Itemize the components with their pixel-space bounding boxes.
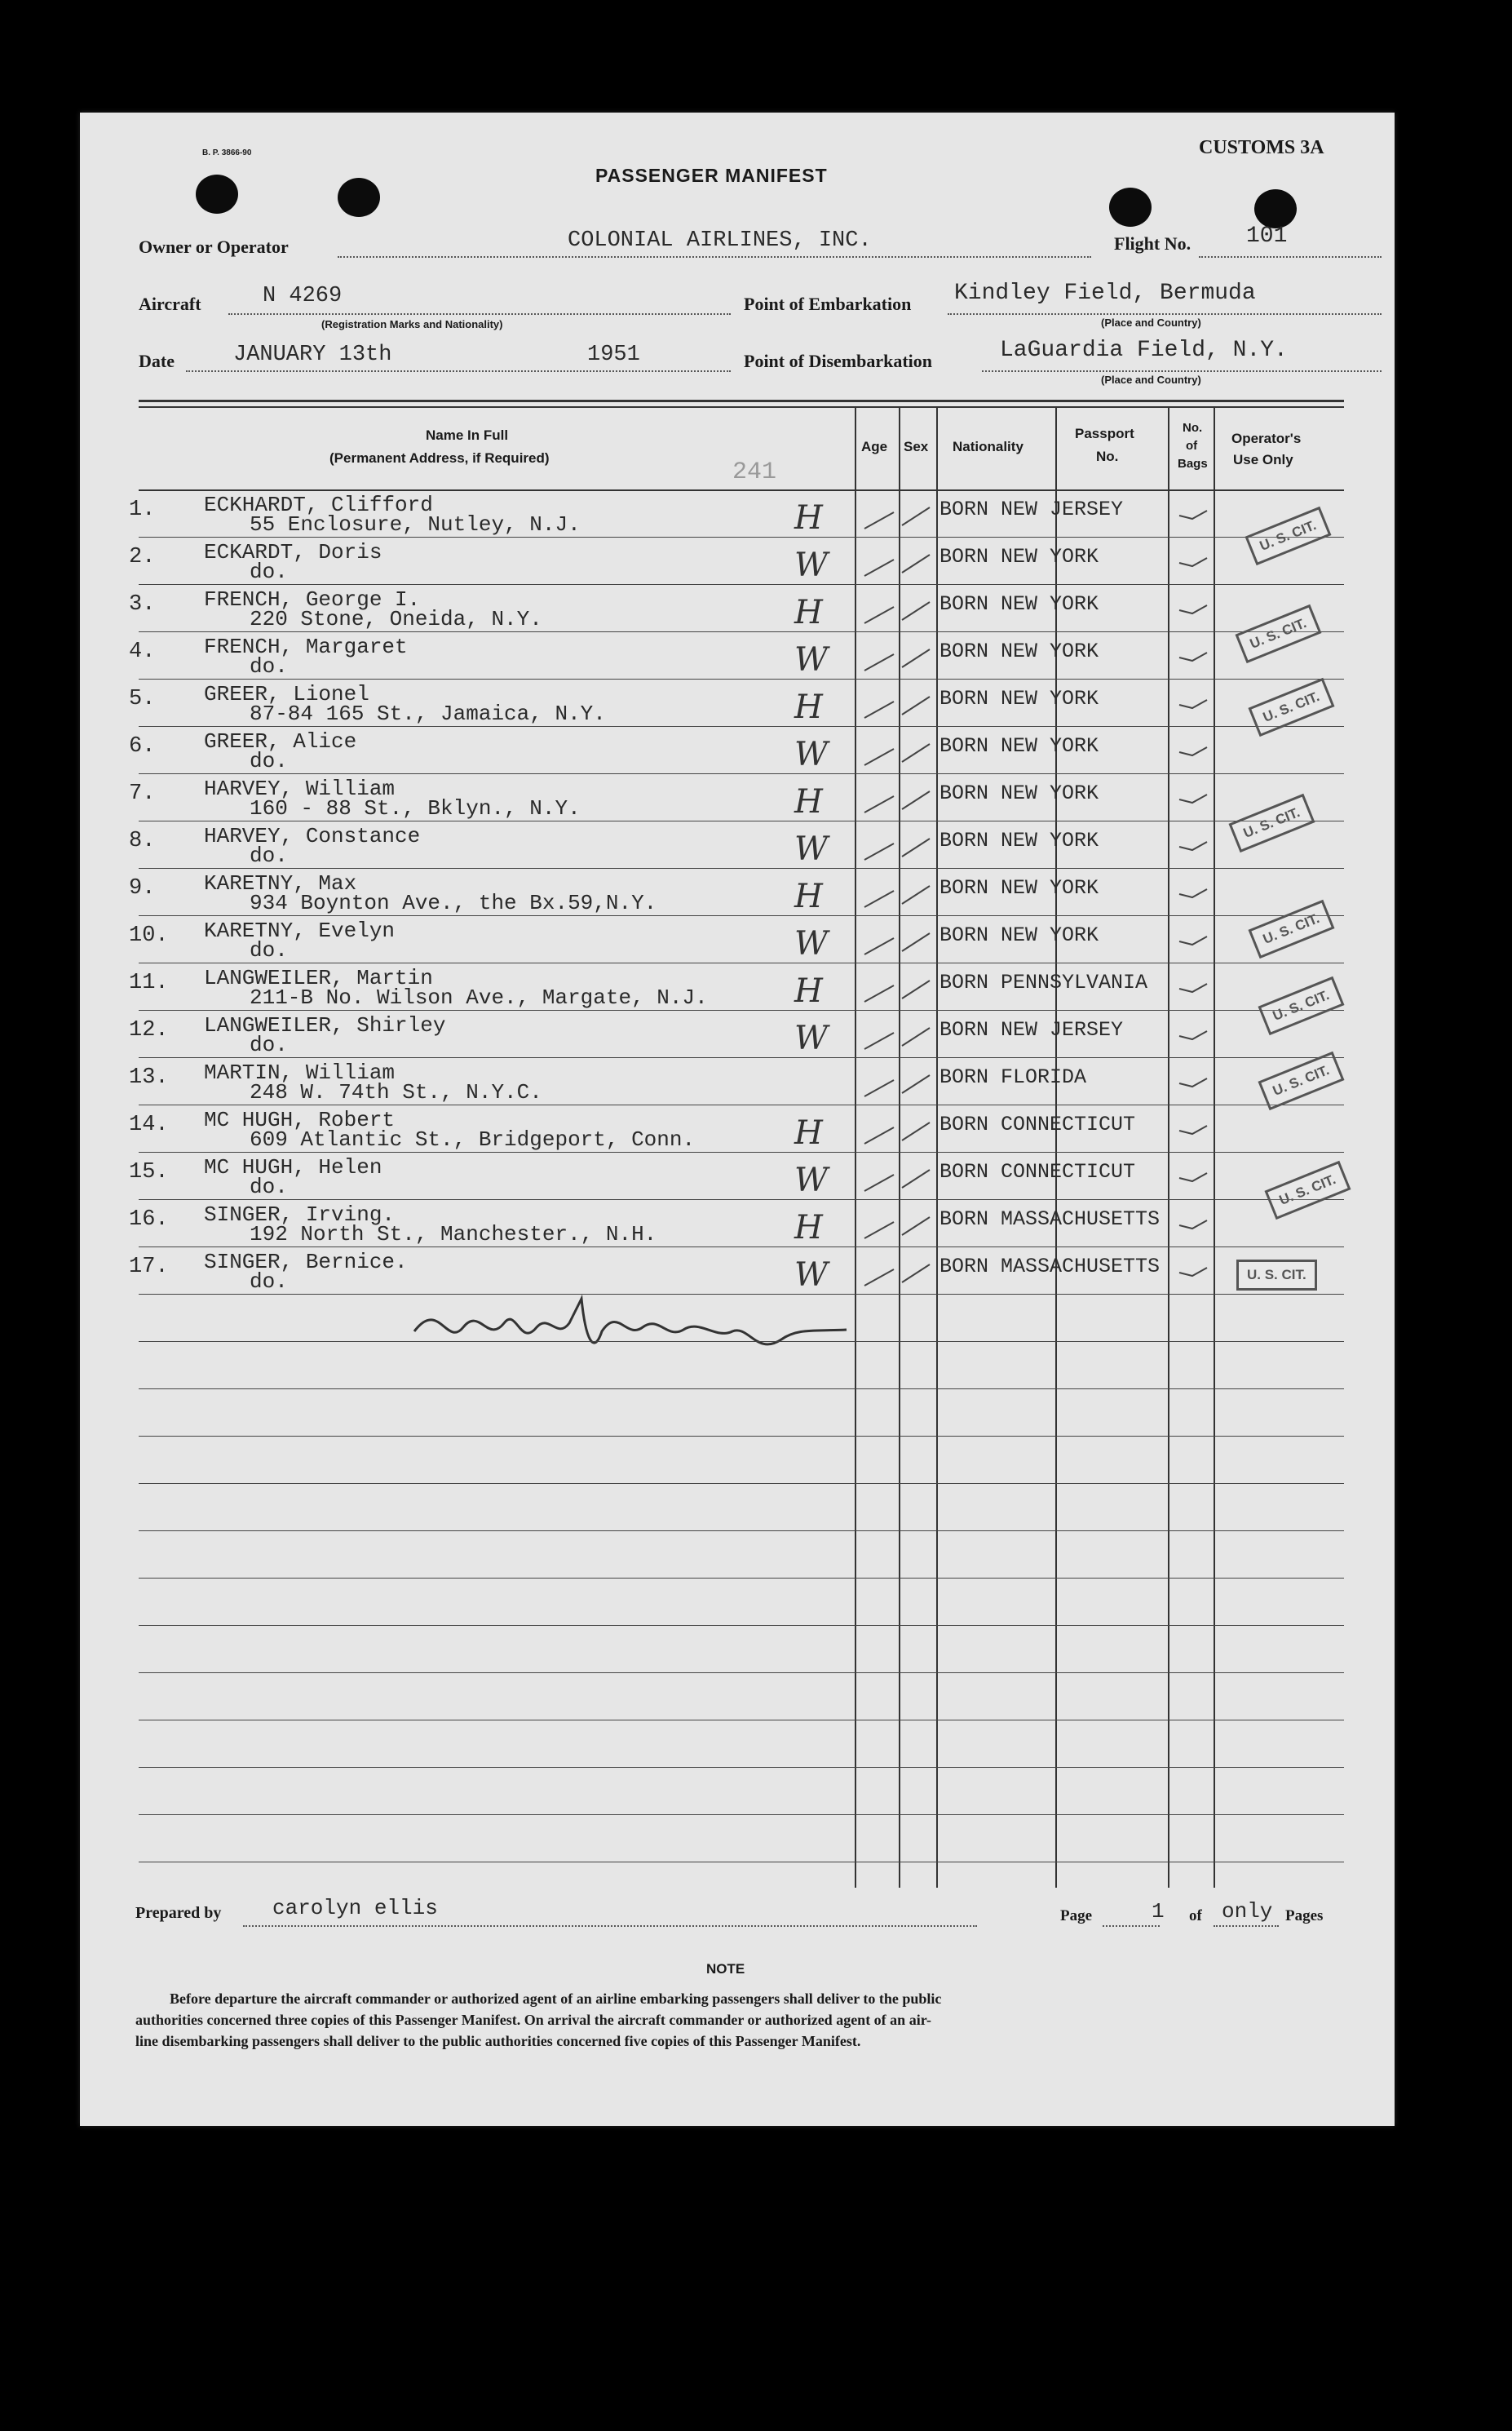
passenger-address: 934 Boynton Ave., the Bx.59,N.Y. (250, 891, 657, 915)
bags-check-mark (1174, 1118, 1215, 1142)
year-value: 1951 (587, 343, 640, 367)
passenger-nationality: BORN NEW JERSEY (939, 1018, 1124, 1042)
col-operator-1: Operator's (1231, 431, 1302, 446)
passenger-name: ECKHARDT, Clifford (204, 493, 433, 517)
ruled-line (139, 1436, 1344, 1437)
us-citizen-stamp: U. S. CIT. (1258, 1052, 1344, 1110)
disembark-label: Point of Disembarkation (744, 351, 932, 371)
ruled-line (139, 1814, 1344, 1815)
owner-label: Owner or Operator (139, 237, 289, 257)
row-number: 10. (129, 923, 169, 948)
passenger-name: HARVEY, Constance (204, 824, 421, 848)
row-number: 2. (129, 545, 156, 569)
row-number: 17. (129, 1255, 169, 1279)
passenger-sex: H (794, 1114, 823, 1152)
ruled-line (139, 1530, 1344, 1531)
page-label: Page (1060, 1907, 1093, 1924)
form-title: PASSENGER MANIFEST (595, 165, 828, 186)
ruled-line (139, 631, 1344, 632)
passenger-address: 55 Enclosure, Nutley, N.J. (250, 512, 581, 537)
passenger-address: do. (250, 560, 288, 584)
note-line-3: line disembarking passengers shall deliver to the public authorities concerned five copies of this Passenger Manifest. (135, 2033, 861, 2049)
passenger-nationality: BORN NEW YORK (939, 782, 1099, 805)
row-number: 13. (129, 1065, 169, 1090)
form-number: B. P. 3866-90 (202, 148, 252, 157)
ruled-line (139, 1388, 1344, 1389)
us-citizen-stamp: U. S. CIT. (1248, 678, 1334, 737)
punch-hole (1254, 189, 1297, 228)
row-number: 11. (129, 971, 169, 995)
ruled-line (139, 1057, 1344, 1058)
passenger-address: 248 W. 74th St., N.Y.C. (250, 1080, 542, 1105)
passenger-nationality: BORN NEW YORK (939, 734, 1099, 758)
row-number: 12. (129, 1018, 169, 1043)
age-check-mark (861, 501, 935, 534)
ruled-line (139, 1010, 1344, 1011)
embark-label: Point of Embarkation (744, 294, 912, 314)
row-number: 5. (129, 687, 156, 711)
ruled-line (139, 773, 1344, 774)
bags-check-mark (1174, 550, 1215, 574)
punch-hole (338, 178, 380, 217)
row-number: 16. (129, 1207, 169, 1232)
passenger-sex: W (794, 1020, 829, 1057)
age-check-mark (861, 548, 935, 581)
passenger-name: MC HUGH, Helen (204, 1155, 382, 1180)
us-citizen-stamp: U. S. CIT. (1264, 1161, 1351, 1220)
passenger-sex: H (794, 594, 823, 631)
passenger-sex: W (794, 736, 829, 773)
passenger-sex: H (794, 783, 823, 821)
bags-check-mark (1174, 1260, 1215, 1284)
of-label: of (1189, 1907, 1202, 1924)
aircraft-sub: (Registration Marks and Nationality) (321, 318, 503, 330)
bags-check-mark (1174, 1165, 1215, 1189)
row-number: 4. (129, 640, 156, 664)
embark-sub: (Place and Country) (1101, 317, 1201, 329)
passenger-address: do. (250, 1033, 288, 1057)
row-number: 3. (129, 592, 156, 617)
passenger-nationality: BORN NEW YORK (939, 829, 1099, 852)
ruled-line (139, 584, 1344, 585)
disembark-sub: (Place and Country) (1101, 374, 1201, 386)
passenger-nationality: BORN MASSACHUSETTS (939, 1207, 1161, 1231)
us-citizen-stamp: U. S. CIT. (1236, 1260, 1317, 1291)
col-age: Age (861, 439, 888, 454)
passenger-name: LANGWEILER, Shirley (204, 1013, 446, 1038)
flight-label: Flight No. (1114, 233, 1191, 254)
passenger-name: ECKARDT, Doris (204, 540, 382, 565)
ruled-line (139, 1672, 1344, 1673)
col-passport-1: Passport (1075, 426, 1134, 441)
col-bags-3: Bags (1178, 457, 1208, 471)
signature (406, 1282, 928, 1372)
bags-check-mark (1174, 1212, 1215, 1237)
age-check-mark (861, 785, 935, 817)
row-number: 6. (129, 734, 156, 759)
passenger-address: do. (250, 654, 288, 679)
passenger-sex: W (794, 641, 829, 679)
age-check-mark (861, 1021, 935, 1054)
age-check-mark (861, 596, 935, 628)
age-check-mark (861, 879, 935, 912)
owner-value: COLONIAL AIRLINES, INC. (568, 228, 872, 253)
bags-check-mark (1174, 928, 1215, 953)
note-line-2: authorities concerned three copies of this Passenger Manifest. On arrival the aircraft commander or authorized agent of an air- (135, 2012, 932, 2028)
col-nationality: Nationality (953, 439, 1023, 454)
passenger-address: 160 - 88 St., Bklyn., N.Y. (250, 796, 581, 821)
passenger-nationality: BORN NEW YORK (939, 640, 1099, 663)
of-value: only (1222, 1899, 1273, 1924)
bags-check-mark (1174, 786, 1215, 811)
passenger-sex: W (794, 1162, 829, 1199)
punch-hole (196, 175, 238, 214)
ruled-line (139, 1578, 1344, 1579)
disembark-value: LaGuardia Field, N.Y. (1000, 338, 1288, 363)
col-bags-2: of (1186, 439, 1198, 453)
bags-check-mark (1174, 644, 1215, 669)
passenger-name: FRENCH, Margaret (204, 635, 408, 659)
passenger-nationality: BORN NEW JERSEY (939, 498, 1124, 521)
passenger-nationality: BORN NEW YORK (939, 687, 1099, 711)
passenger-address: do. (250, 749, 288, 773)
ruled-line (139, 1294, 1344, 1295)
col-bags-1: No. (1183, 421, 1203, 435)
passenger-address: 192 North St., Manchester., N.H. (250, 1222, 657, 1246)
passenger-name: GREER, Alice (204, 729, 357, 754)
passenger-address: do. (250, 1269, 288, 1294)
bags-check-mark (1174, 1070, 1215, 1095)
passenger-nationality: BORN NEW YORK (939, 923, 1099, 947)
passenger-sex: H (794, 499, 823, 537)
row-number: 14. (129, 1113, 169, 1137)
ruled-line (139, 726, 1344, 727)
page-value: 1 (1152, 1899, 1165, 1924)
age-check-mark (861, 1211, 935, 1243)
us-citizen-stamp: U. S. CIT. (1228, 794, 1315, 852)
us-citizen-stamp: U. S. CIT. (1235, 604, 1321, 663)
passenger-sex: H (794, 689, 823, 726)
ruled-line (139, 915, 1344, 916)
bags-check-mark (1174, 503, 1215, 527)
ruled-line (139, 1246, 1344, 1247)
age-check-mark (861, 1116, 935, 1149)
passenger-name: HARVEY, William (204, 777, 396, 801)
us-citizen-stamp: U. S. CIT. (1248, 900, 1334, 959)
aircraft-label: Aircraft (139, 294, 201, 314)
age-check-mark (861, 1163, 935, 1196)
passenger-nationality: BORN PENNSYLVANIA (939, 971, 1148, 994)
ruled-line (139, 1199, 1344, 1200)
manifest-sheet (80, 113, 1395, 2126)
passenger-nationality: BORN CONNECTICUT (939, 1160, 1136, 1184)
ruled-line (139, 679, 1344, 680)
passenger-nationality: BORN MASSACHUSETTS (939, 1255, 1161, 1278)
passenger-sex: W (794, 1256, 829, 1294)
age-check-mark (861, 832, 935, 865)
age-check-mark (861, 643, 935, 675)
age-check-mark (861, 690, 935, 723)
us-citizen-stamp: U. S. CIT. (1258, 976, 1344, 1035)
age-check-mark (861, 1069, 935, 1101)
passenger-address: do. (250, 844, 288, 868)
age-check-mark (861, 927, 935, 959)
date-label: Date (139, 351, 175, 371)
passenger-nationality: BORN NEW YORK (939, 592, 1099, 616)
prepared-value: carolyn ellis (272, 1896, 438, 1920)
row-number: 1. (129, 498, 156, 522)
form-code: CUSTOMS 3A (1199, 137, 1324, 158)
ruled-line (139, 1767, 1344, 1768)
age-check-mark (861, 974, 935, 1007)
embark-value: Kindley Field, Bermuda (954, 281, 1256, 306)
col-name-title: Name In Full (426, 427, 509, 443)
passenger-name: MARTIN, William (204, 1061, 396, 1085)
bags-check-mark (1174, 739, 1215, 764)
col-sex: Sex (904, 439, 929, 454)
passenger-address: 609 Atlantic St., Bridgeport, Conn. (250, 1127, 696, 1152)
bags-check-mark (1174, 1023, 1215, 1047)
passenger-name: MC HUGH, Robert (204, 1108, 396, 1132)
passenger-address: do. (250, 1175, 288, 1199)
passenger-nationality: BORN NEW YORK (939, 876, 1099, 900)
passenger-name: GREER, Lionel (204, 682, 369, 706)
passenger-sex: W (794, 547, 829, 584)
passenger-name: SINGER, Bernice. (204, 1250, 408, 1274)
note-title: NOTE (706, 1961, 745, 1977)
ruled-line (139, 537, 1344, 538)
passenger-sex: W (794, 925, 829, 963)
col-passport-2: No. (1096, 449, 1119, 464)
bags-check-mark (1174, 881, 1215, 906)
ruled-line (139, 1152, 1344, 1153)
us-citizen-stamp: U. S. CIT. (1245, 507, 1331, 565)
punch-hole (1109, 188, 1152, 227)
row-number: 7. (129, 782, 156, 806)
passenger-name: KARETNY, Max (204, 871, 357, 896)
bags-check-mark (1174, 834, 1215, 858)
prepared-label: Prepared by (135, 1904, 222, 1922)
passenger-address: 220 Stone, Oneida, N.Y. (250, 607, 542, 631)
passenger-name: KARETNY, Evelyn (204, 919, 396, 943)
note-line-1: Before departure the aircraft commander or authorized agent of an airline embarking passengers shall deliver to the public (170, 1990, 942, 2007)
passenger-sex: H (794, 972, 823, 1010)
passenger-address: do. (250, 938, 288, 963)
passenger-sex: H (794, 878, 823, 915)
ruled-line (139, 868, 1344, 869)
row-number: 8. (129, 829, 156, 853)
passenger-sex: H (794, 1209, 823, 1246)
date-value: JANUARY 13th (233, 343, 392, 367)
passenger-name: LANGWEILER, Martin (204, 966, 433, 990)
passenger-address: 211-B No. Wilson Ave., Margate, N.J. (250, 985, 708, 1010)
age-check-mark (861, 1258, 935, 1291)
bags-check-mark (1174, 976, 1215, 1000)
bags-check-mark (1174, 692, 1215, 716)
col-name-sub: (Permanent Address, if Required) (329, 450, 550, 466)
row-number: 15. (129, 1160, 169, 1185)
ruled-line (139, 1625, 1344, 1626)
passenger-nationality: BORN FLORIDA (939, 1065, 1087, 1089)
passenger-address: 87-84 165 St., Jamaica, N.Y. (250, 702, 606, 726)
flight-value: 101 (1246, 224, 1288, 249)
passenger-name: SINGER, Irving. (204, 1202, 396, 1227)
bags-check-mark (1174, 597, 1215, 622)
stamp-number: 241 (732, 458, 777, 486)
passenger-sex: W (794, 830, 829, 868)
row-number: 9. (129, 876, 156, 901)
passenger-nationality: BORN CONNECTICUT (939, 1113, 1136, 1136)
passenger-nationality: BORN NEW YORK (939, 545, 1099, 569)
ruled-line (139, 1341, 1344, 1342)
ruled-line (139, 1483, 1344, 1484)
aircraft-value: N 4269 (263, 284, 343, 308)
age-check-mark (861, 737, 935, 770)
passenger-name: FRENCH, George I. (204, 587, 421, 612)
pages-label: Pages (1285, 1907, 1324, 1924)
col-operator-2: Use Only (1233, 452, 1293, 467)
